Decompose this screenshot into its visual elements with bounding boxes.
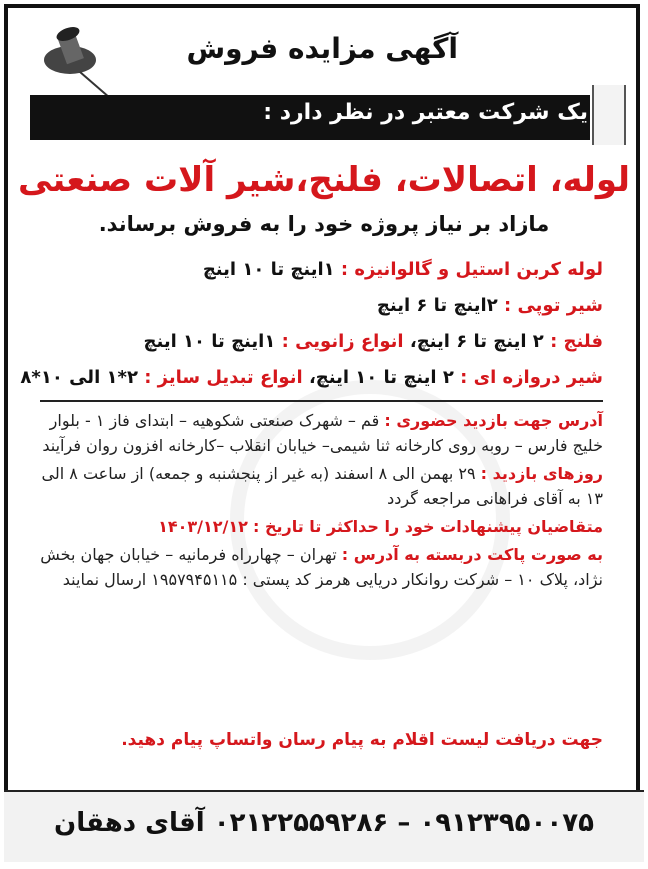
banner-fold bbox=[592, 85, 626, 145]
product-line bbox=[43, 324, 603, 360]
contact-phones: ۰۹۱۲۳۹۵۰۰۷۵ – ۰۲۱۲۲۵۵۹۲۸۶ آقای دهقان bbox=[54, 808, 594, 838]
closing-note: جهت دریافت لیست اقلام به پیام رسان واتساپ پیام دهید. bbox=[121, 730, 603, 750]
product-list bbox=[20, 252, 603, 396]
product-value: ۲اینچ تا ۶ اینچ bbox=[376, 295, 498, 316]
visit-address bbox=[33, 408, 603, 458]
header-band-text: یک شرکت معتبر در نظر دارد : bbox=[263, 100, 588, 125]
product-label: لوله کربن استیل و گالوانیزه : bbox=[340, 259, 603, 280]
visit-days-label: روزهای بازدید : bbox=[480, 464, 603, 483]
product-label: فلنج : bbox=[550, 331, 603, 352]
submission-label: به صورت پاکت دربسته به آدرس : bbox=[341, 545, 603, 564]
visit-days bbox=[33, 461, 603, 511]
headline: لوله، اتصالات، فلنج،شیر آلات صنعتی bbox=[17, 160, 631, 200]
visit-days-text: ۲۹ بهمن الی ۸ اسفند (به غیر از پنجشنبه و جمعه) از ساعت ۸ الی ۱۳ به آقای فراهانی مراجعه گردد bbox=[41, 464, 603, 508]
subline: مازاد بر نیاز پروژه خود را به فروش برساند. bbox=[98, 212, 550, 236]
section-divider bbox=[40, 400, 603, 402]
deadline-date: ۱۴۰۳/۱۲/۱۲ bbox=[158, 517, 248, 536]
product-line bbox=[20, 360, 603, 396]
product-label-2: انواع زانویی : bbox=[281, 331, 404, 352]
visit-address-label: آدرس جهت بازدید حضوری : bbox=[384, 411, 603, 430]
product-value: ۲ اینچ تا ۱۰ اینچ، bbox=[308, 367, 454, 388]
product-line bbox=[43, 252, 603, 288]
product-value-2: ۲*۱ الی ۱۰*۸ bbox=[20, 367, 138, 388]
deadline-label: متقاضیان پیشنهادات خود را حداکثر تا تاریخ : bbox=[253, 517, 603, 536]
ad-title: آگهی مزایده فروش bbox=[186, 32, 458, 65]
product-line bbox=[43, 288, 603, 324]
visit-address-text: قم – شهرک صنعتی شکوهیه – ابتدای فاز ۱ - بلوار خلیج فارس – روبه روی کارخانه ثنا شیمی– خیابان انقلاب –کارخانه افزون روان فرآیند bbox=[42, 411, 603, 455]
product-label: شیر دروازه ای : bbox=[460, 367, 603, 388]
details-block bbox=[33, 408, 603, 595]
submission-text: تهران – چهارراه فرمانیه – خیابان جهان بخش نژاد، پلاک ۱۰ – شرکت روانکار دریایی هرمز کد پستی : ۱۹۵۷۹۴۵۱۱۵ ارسال نمایند bbox=[40, 545, 603, 589]
product-value-2: ۱اینچ تا ۱۰ اینچ bbox=[143, 331, 276, 352]
deadline bbox=[33, 514, 603, 539]
submission bbox=[33, 542, 603, 592]
stamp-icon bbox=[40, 20, 120, 100]
product-label-2: انواع تبدیل سایز : bbox=[144, 367, 303, 388]
product-value: ۱اینچ تا ۱۰ اینچ bbox=[202, 259, 335, 280]
product-label: شیر توپی : bbox=[504, 295, 603, 316]
product-value: ۲ اینچ تا ۶ اینچ، bbox=[409, 331, 544, 352]
